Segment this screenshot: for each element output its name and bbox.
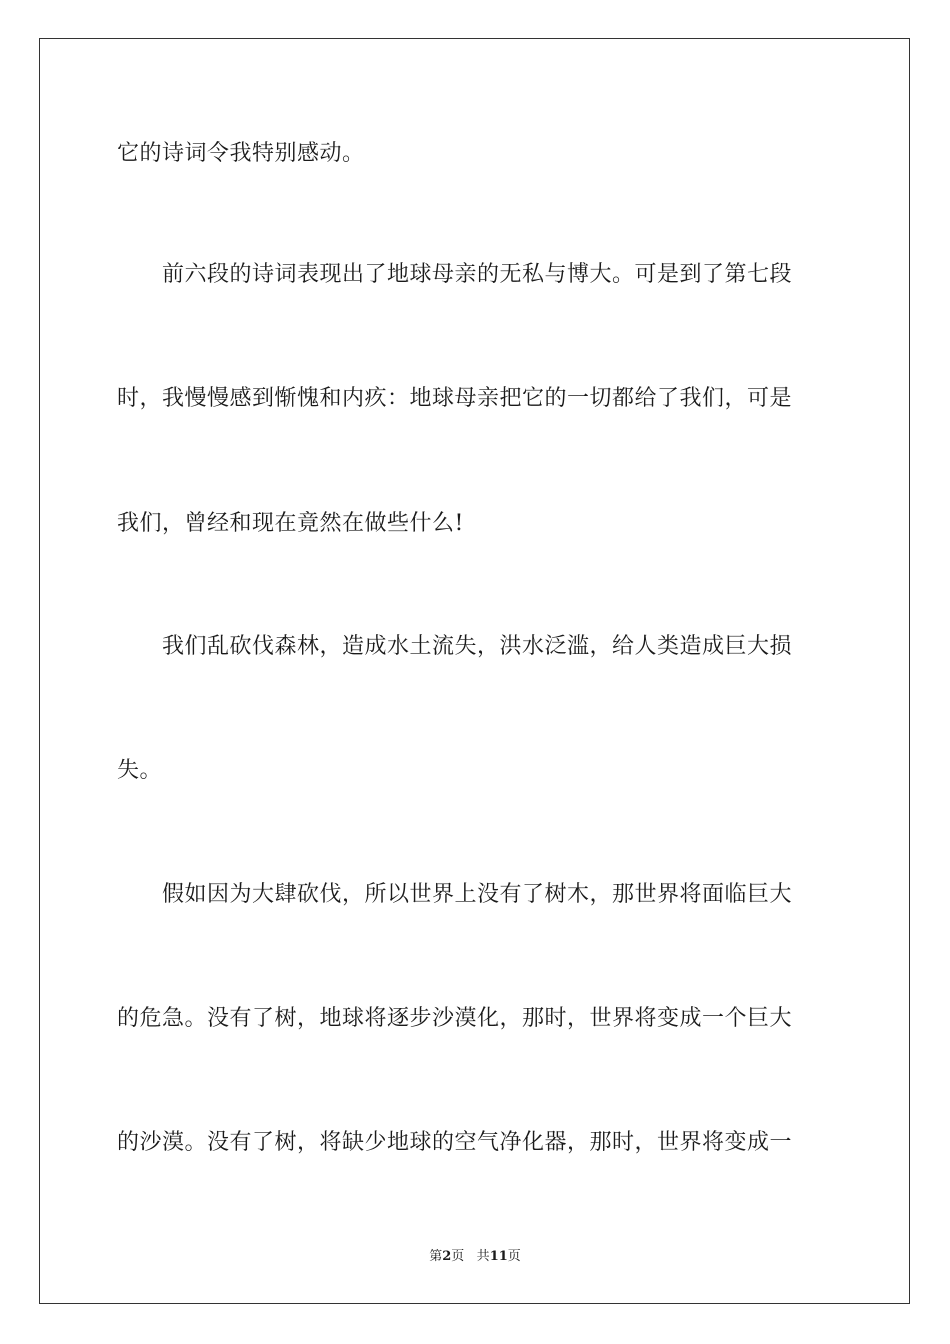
page-border — [39, 38, 910, 1304]
page-prefix: 第 — [429, 1249, 443, 1264]
current-page-number: 2 — [442, 1249, 452, 1264]
text-line-4: 我们，曾经和现在竟然在做些什么! — [117, 511, 464, 536]
total-prefix: 共 — [476, 1249, 490, 1264]
text-line-1: 它的诗词令我特别感动。 — [117, 141, 365, 166]
text-line-9: 的沙漠。没有了树，将缺少地球的空气净化器，那时，世界将变成一 — [117, 1130, 793, 1155]
text-line-6: 失。 — [117, 758, 163, 783]
text-line-7: 假如因为大肆砍伐，所以世界上没有了树木，那世界将面临巨大 — [117, 882, 793, 907]
text-line-3: 时，我慢慢感到惭愧和内疚：地球母亲把它的一切都给了我们，可是 — [117, 386, 793, 411]
text-line-5: 我们乱砍伐森林，造成水土流失，洪水泛滥，给人类造成巨大损 — [117, 634, 793, 659]
total-suffix: 页 — [507, 1249, 521, 1264]
text-line-2: 前六段的诗词表现出了地球母亲的无私与博大。可是到了第七段 — [117, 262, 793, 287]
page-footer — [0, 1248, 950, 1266]
page-suffix: 页 — [451, 1249, 465, 1264]
total-pages-number: 11 — [489, 1249, 508, 1264]
text-line-8: 的危急。没有了树，地球将逐步沙漠化，那时，世界将变成一个巨大 — [117, 1006, 793, 1031]
